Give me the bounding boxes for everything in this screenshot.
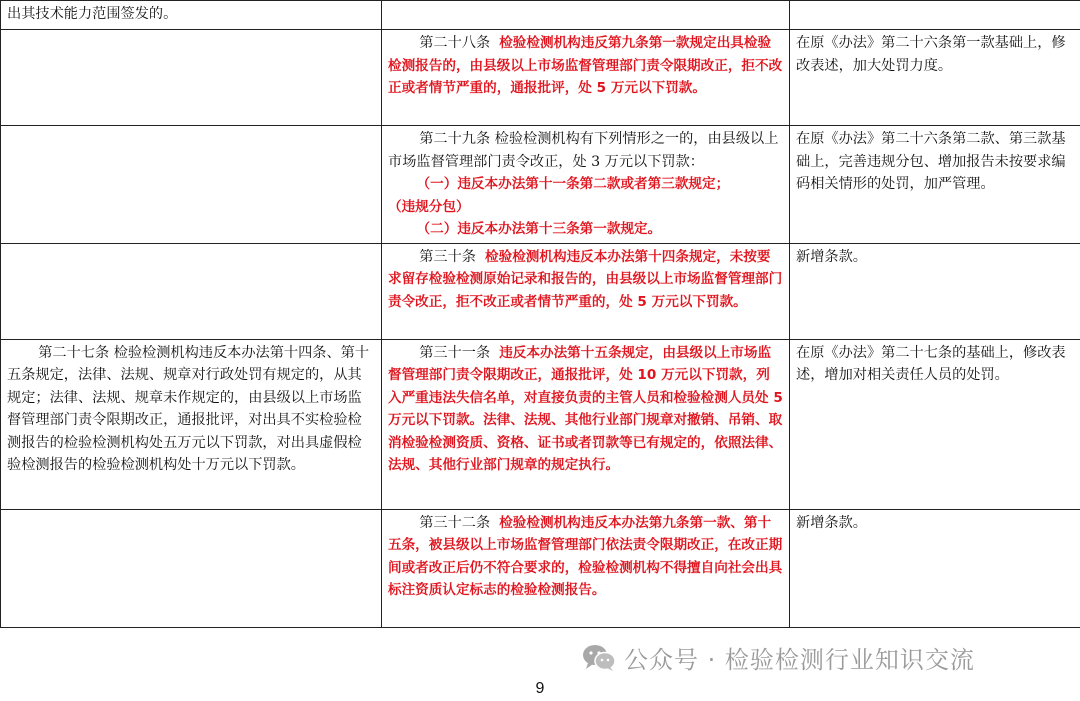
page-number: 9 (535, 680, 545, 697)
list-item: （一）违反本办法第十一条第二款或者第三款规定； (416, 176, 730, 192)
original-text: 出其技术能力范围签发的。 (7, 6, 178, 22)
revised-cell (382, 243, 790, 339)
table-row (1, 243, 1080, 339)
revised-text: 检验检测机构违反本办法第九条第一款、第十五条，被县级以上市场监督管理部门依法责令限期改正，在改正期间或者改正后仍不符合要求的，检验检测机构不得擅自向社会出具标注资质认定标志的检验检测报告。 (388, 514, 783, 598)
table-row (1, 1, 1080, 30)
original-cell (1, 126, 382, 244)
revised-text: 违反本办法第十五条规定，由县级以上市场监督管理部门责令限期改正，通报批评，处 10 万元以下罚款，列入严重违法失信名单，对直接负责的主管人员和检验检测人员处 5 万元以下罚款。法律、法规、其他行业部门规章对撤销、吊销、取消检验检测资质、资格、证书或者罚款等已有规定的，依照法律、法规、其他行业部门规章的规定执行。 (388, 344, 783, 473)
note-cell (790, 243, 1080, 339)
revised-cell (382, 126, 790, 244)
original-cell (1, 339, 382, 509)
article-number: 第三十条 (419, 248, 476, 265)
original-cell (1, 30, 382, 126)
article-number: 第二十八条 (419, 35, 491, 51)
note-cell (790, 30, 1080, 126)
note-text: 新增条款。 (796, 248, 867, 265)
original-cell (1, 509, 382, 627)
original-cell (1, 243, 382, 339)
watermark-text: 公众号 · 检验检测行业知识交流 (624, 646, 975, 674)
revised-cell (382, 1, 790, 30)
original-text: 第二十七条 检验检测机构违反本办法第十四条、第十五条规定，法律、法规、规章对行政处罚有规定的，从其规定；法律、法规、规章未作规定的，由县级以上市场监督管理部门责令限期改正，通报批评，对出具不实检验检测报告的检验检测机构处五万元以下罚款，对出具虚假检验检测报告的检验检测机构处十万元以下罚款。 (7, 344, 370, 473)
revised-cell (382, 509, 790, 627)
table-row (1, 126, 1080, 244)
list-item: （违规分包） (388, 198, 470, 215)
article-number: 第三十二条 (419, 514, 491, 531)
table-row (1, 339, 1080, 509)
note-cell (790, 339, 1080, 509)
note-cell (790, 126, 1080, 244)
table-row (1, 30, 1080, 126)
revised-cell (382, 339, 790, 509)
list-item: （二）违反本办法第十三条第一款规定。 (416, 221, 662, 237)
revised-cell (382, 30, 790, 126)
article-number: 第三十一条 (419, 344, 491, 361)
watermark (582, 640, 975, 675)
revised-text: 检验检测机构违反第九条第一款规定出具检验检测报告的，由县级以上市场监督管理部门责令限期改正，拒不改正或者情节严重的，通报批评，处 5 万元以下罚款。 (388, 35, 783, 96)
note-cell (790, 509, 1080, 627)
note-text: 新增条款。 (796, 514, 867, 531)
original-cell (1, 1, 382, 30)
note-text: 在原《办法》第二十七条的基础上，修改表述，增加对相关责任人员的处罚。 (796, 344, 1066, 383)
note-cell (790, 1, 1080, 30)
revised-text: 检验检测机构违反本办法第十四条规定，未按要求留存检验检测原始记录和报告的，由县级以上市场监督管理部门责令改正，拒不改正或者情节严重的，处 5 万元以下罚款。 (388, 248, 783, 310)
revised-text: 第二十九条 检验检测机构有下列情形之一的，由县级以上市场监督管理部门责令改正，处 3 万元以下罚款： (388, 131, 779, 170)
wechat-icon (582, 644, 616, 672)
note-text: 在原《办法》第二十六条第二款、第三款基础上，完善违规分包、增加报告未按要求编码相关情形的处罚，加严管理。 (796, 131, 1066, 192)
note-text: 在原《办法》第二十六条第一款基础上，修改表述，加大处罚力度。 (796, 35, 1066, 74)
table-row (1, 509, 1080, 627)
